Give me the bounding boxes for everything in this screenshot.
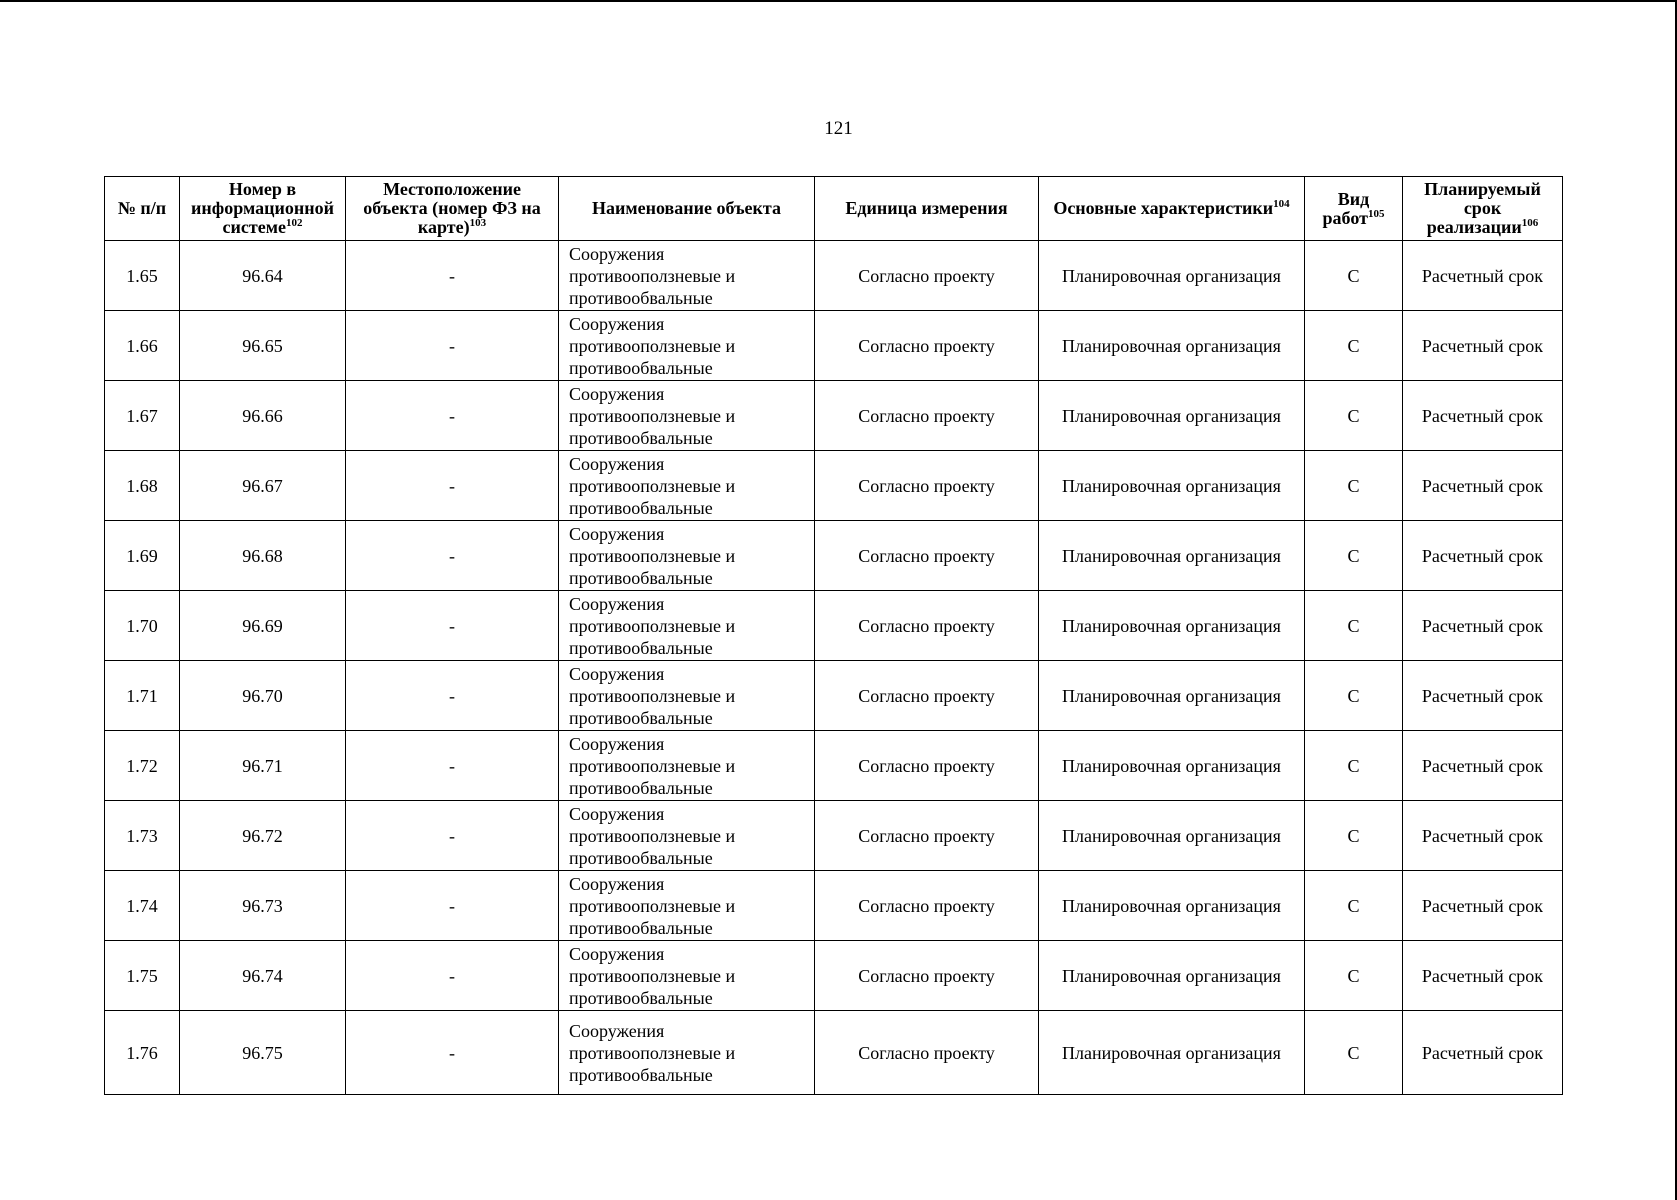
- cell-location: -: [346, 661, 559, 731]
- header-cell: Единица измерения: [815, 177, 1039, 241]
- table-header-row: [105, 177, 1563, 241]
- cell-num: 1.71: [105, 661, 180, 731]
- cell-work-type: С: [1305, 381, 1403, 451]
- cell-info-number: 96.65: [180, 311, 346, 381]
- cell-location: -: [346, 521, 559, 591]
- cell-unit: Согласно проекту: [815, 451, 1039, 521]
- cell-characteristics: Планировочная организация: [1039, 451, 1305, 521]
- cell-info-number: 96.64: [180, 241, 346, 311]
- table-row: [105, 941, 1563, 1011]
- cell-location: -: [346, 451, 559, 521]
- header-cell: Основные характеристики$^{104}$: [1039, 177, 1305, 241]
- cell-term: Расчетный срок: [1403, 1011, 1563, 1095]
- cell-info-number: 96.66: [180, 381, 346, 451]
- cell-term: Расчетный срок: [1403, 521, 1563, 591]
- cell-location: -: [346, 381, 559, 451]
- cell-object-name: Сооружения противооползневые и противообвальные: [559, 381, 815, 451]
- cell-term: Расчетный срок: [1403, 311, 1563, 381]
- cell-num: 1.70: [105, 591, 180, 661]
- cell-characteristics: Планировочная организация: [1039, 661, 1305, 731]
- table-row: [105, 1011, 1563, 1095]
- cell-work-type: С: [1305, 591, 1403, 661]
- cell-info-number: 96.70: [180, 661, 346, 731]
- cell-info-number: 96.74: [180, 941, 346, 1011]
- cell-term: Расчетный срок: [1403, 451, 1563, 521]
- cell-num: 1.65: [105, 241, 180, 311]
- cell-term: Расчетный срок: [1403, 591, 1563, 661]
- header-cell: Наименование объекта: [559, 177, 815, 241]
- cell-object-name: Сооружения противооползневые и противообвальные: [559, 801, 815, 871]
- cell-num: 1.67: [105, 381, 180, 451]
- cell-object-name: Сооружения противооползневые и противообвальные: [559, 591, 815, 661]
- header-cell: № п/п: [105, 177, 180, 241]
- header-cell: Вид работ$^{105}$: [1305, 177, 1403, 241]
- cell-info-number: 96.67: [180, 451, 346, 521]
- cell-num: 1.68: [105, 451, 180, 521]
- cell-object-name: Сооружения противооползневые и противообвальные: [559, 871, 815, 941]
- cell-work-type: С: [1305, 871, 1403, 941]
- cell-info-number: 96.73: [180, 871, 346, 941]
- cell-term: Расчетный срок: [1403, 801, 1563, 871]
- cell-characteristics: Планировочная организация: [1039, 871, 1305, 941]
- cell-object-name: Сооружения противооползневые и противообвальные: [559, 451, 815, 521]
- table-body: [105, 241, 1563, 1095]
- cell-location: -: [346, 941, 559, 1011]
- cell-work-type: С: [1305, 241, 1403, 311]
- cell-info-number: 96.75: [180, 1011, 346, 1095]
- cell-num: 1.72: [105, 731, 180, 801]
- objects-table: [104, 176, 1563, 1095]
- cell-term: Расчетный срок: [1403, 241, 1563, 311]
- cell-num: 1.75: [105, 941, 180, 1011]
- table-row: [105, 801, 1563, 871]
- cell-work-type: С: [1305, 941, 1403, 1011]
- table-row: [105, 241, 1563, 311]
- table-row: [105, 661, 1563, 731]
- cell-location: -: [346, 801, 559, 871]
- cell-object-name: Сооружения противооползневые и противообвальные: [559, 241, 815, 311]
- cell-characteristics: Планировочная организация: [1039, 521, 1305, 591]
- cell-info-number: 96.69: [180, 591, 346, 661]
- cell-location: -: [346, 1011, 559, 1095]
- table-row: [105, 311, 1563, 381]
- cell-unit: Согласно проекту: [815, 871, 1039, 941]
- table-row: [105, 871, 1563, 941]
- table-row: [105, 451, 1563, 521]
- cell-work-type: С: [1305, 1011, 1403, 1095]
- cell-work-type: С: [1305, 731, 1403, 801]
- cell-characteristics: Планировочная организация: [1039, 731, 1305, 801]
- cell-work-type: С: [1305, 661, 1403, 731]
- cell-location: -: [346, 731, 559, 801]
- cell-work-type: С: [1305, 521, 1403, 591]
- cell-info-number: 96.68: [180, 521, 346, 591]
- table-row: [105, 381, 1563, 451]
- cell-unit: Согласно проекту: [815, 311, 1039, 381]
- cell-unit: Согласно проекту: [815, 941, 1039, 1011]
- cell-work-type: С: [1305, 801, 1403, 871]
- cell-info-number: 96.71: [180, 731, 346, 801]
- table-row: [105, 731, 1563, 801]
- cell-location: -: [346, 311, 559, 381]
- cell-term: Расчетный срок: [1403, 731, 1563, 801]
- cell-work-type: С: [1305, 311, 1403, 381]
- cell-num: 1.73: [105, 801, 180, 871]
- cell-object-name: Сооружения противооползневые и противообвальные: [559, 731, 815, 801]
- cell-characteristics: Планировочная организация: [1039, 941, 1305, 1011]
- header-cell: Планируемый срок реализации$^{106}$: [1403, 177, 1563, 241]
- cell-characteristics: Планировочная организация: [1039, 591, 1305, 661]
- cell-object-name: Сооружения противооползневые и противообвальные: [559, 941, 815, 1011]
- cell-unit: Согласно проекту: [815, 381, 1039, 451]
- cell-term: Расчетный срок: [1403, 871, 1563, 941]
- cell-characteristics: Планировочная организация: [1039, 1011, 1305, 1095]
- header-cell: Местоположение объекта (номер ФЗ на карте)$^{103}$: [346, 177, 559, 241]
- cell-unit: Согласно проекту: [815, 1011, 1039, 1095]
- cell-term: Расчетный срок: [1403, 941, 1563, 1011]
- cell-location: -: [346, 871, 559, 941]
- cell-info-number: 96.72: [180, 801, 346, 871]
- cell-unit: Согласно проекту: [815, 661, 1039, 731]
- cell-location: -: [346, 591, 559, 661]
- cell-unit: Согласно проекту: [815, 591, 1039, 661]
- cell-work-type: С: [1305, 451, 1403, 521]
- cell-object-name: Сооружения противооползневые и противообвальные: [559, 661, 815, 731]
- cell-term: Расчетный срок: [1403, 381, 1563, 451]
- cell-num: 1.66: [105, 311, 180, 381]
- cell-location: -: [346, 241, 559, 311]
- cell-characteristics: Планировочная организация: [1039, 241, 1305, 311]
- table-row: [105, 521, 1563, 591]
- header-cell: Номер в информационной системе$^{102}$: [180, 177, 346, 241]
- cell-characteristics: Планировочная организация: [1039, 311, 1305, 381]
- cell-unit: Согласно проекту: [815, 731, 1039, 801]
- cell-unit: Согласно проекту: [815, 241, 1039, 311]
- cell-characteristics: Планировочная организация: [1039, 801, 1305, 871]
- cell-object-name: Сооружения противооползневые и противообвальные: [559, 311, 815, 381]
- cell-num: 1.76: [105, 1011, 180, 1095]
- cell-characteristics: Планировочная организация: [1039, 381, 1305, 451]
- cell-object-name: Сооружения противооползневые и противообвальные: [559, 521, 815, 591]
- cell-num: 1.69: [105, 521, 180, 591]
- cell-term: Расчетный срок: [1403, 661, 1563, 731]
- cell-num: 1.74: [105, 871, 180, 941]
- cell-unit: Согласно проекту: [815, 801, 1039, 871]
- table-row: [105, 591, 1563, 661]
- page-number: 121: [824, 118, 853, 139]
- page-border-top: [0, 0, 1677, 2]
- cell-unit: Согласно проекту: [815, 521, 1039, 591]
- cell-object-name: Сооружения противооползневые и противообвальные: [559, 1011, 815, 1095]
